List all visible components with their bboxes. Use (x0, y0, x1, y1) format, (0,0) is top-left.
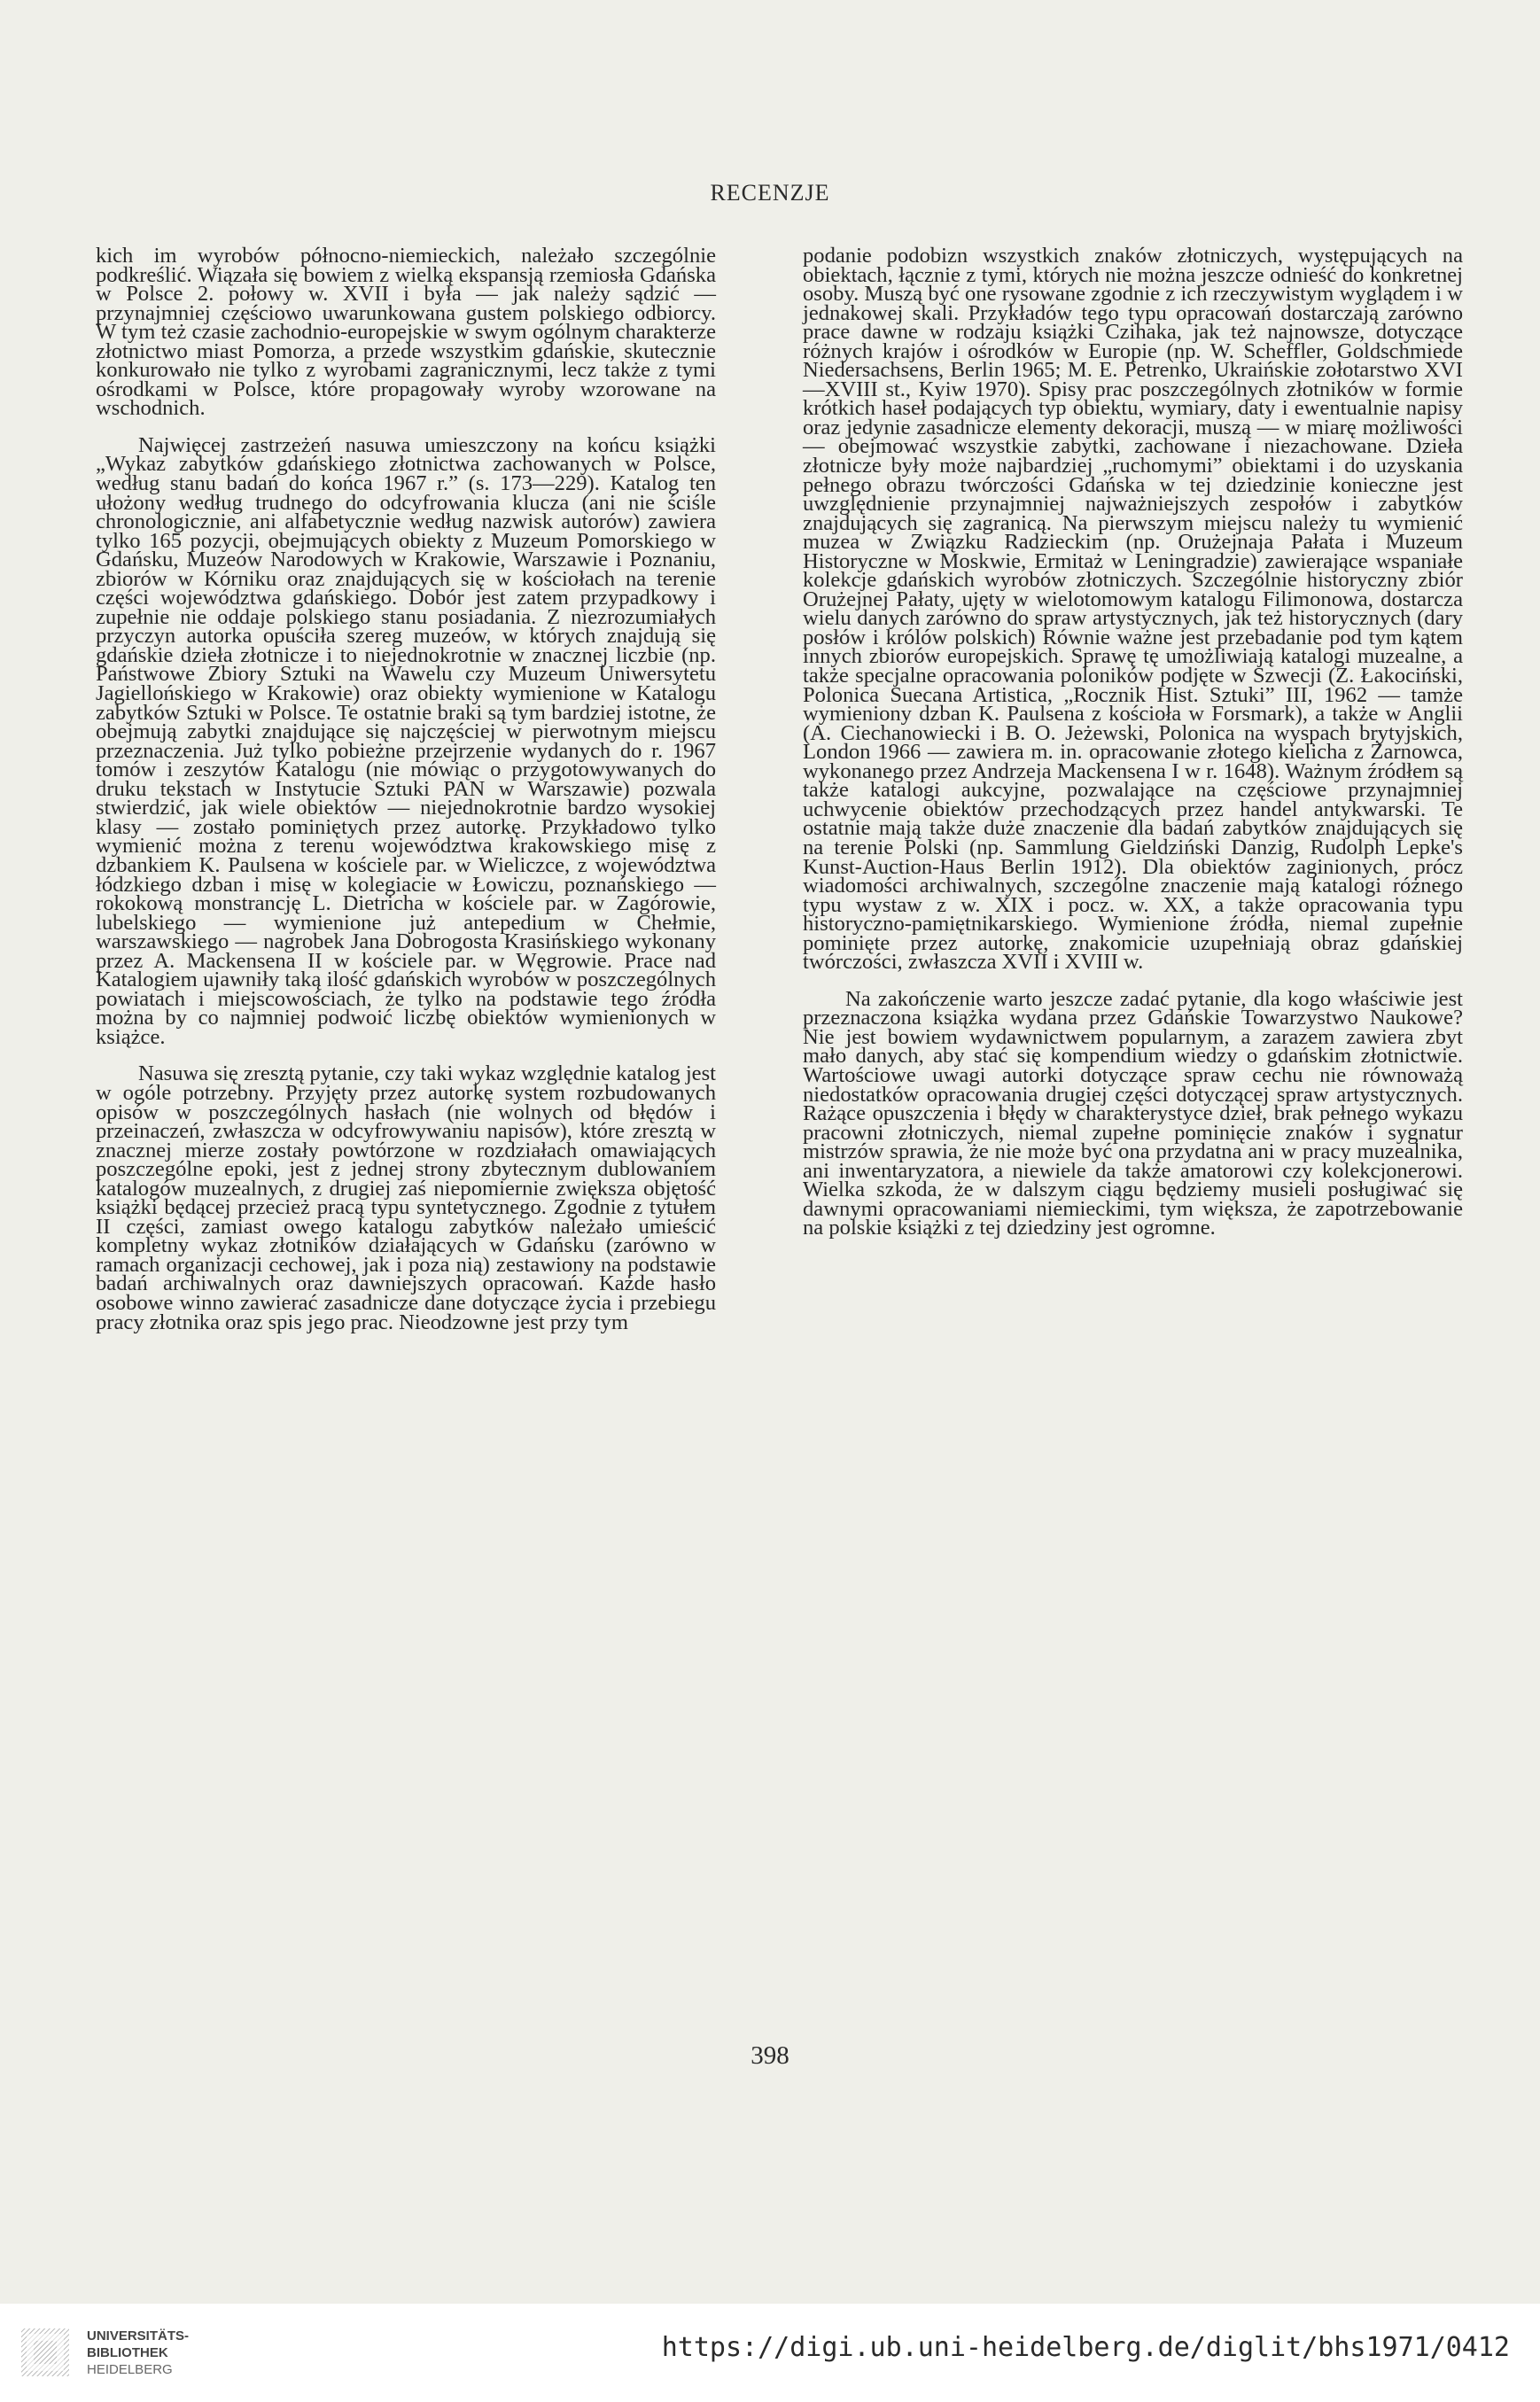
logo-line-1: UNIVERSITÄTS- (87, 2328, 190, 2344)
right-column (803, 246, 1463, 1238)
digitization-footer (0, 2304, 1540, 2402)
university-seal-icon (18, 2325, 73, 2380)
left-column (96, 246, 716, 1332)
logo-line-3: HEIDELBERG (87, 2362, 173, 2377)
left-paragraph-1: kich im wyrobów północno-niemieckich, należało szczególnie podkreślić. Wiązała się bowiem z wielką ekspansją rzemiosła Gdańska w Polsce 2. połowy w. XVII i była — jak należy sądzić — przynajmniej częściowo uwarunkowana gustem polskiego odbiorcy. W tym też czasie zachodnio-europejskie w swym ogólnym charakterze złotnictwo miast Pomorza, a przede wszystkim gdańskie, skutecznie konkurowało nie tylko z wyrobami zagranicznymi, lecz także z tymi ośrodkami w Polsce, które propagowały wyroby wzorowane na wschodnich. (96, 244, 716, 421)
source-url-link[interactable]: https://digi.ub.uni-heidelberg.de/diglit/bhs1971/0412 (661, 2332, 1510, 2363)
right-paragraph-1: podanie podobizn wszystkich znaków złotniczych, występujących na obiektach, łącznie z tymi, których nie można jeszcze odnieść do konkretnej osoby. Muszą być one rysowane zgodnie z ich rzeczywistym wyglądem i w jednakowej skali. Przykładów tego typu opracowań dostarczają zarówno prace dawne w rodzaju książki Czihaka, jak też najnowsze, dotyczące różnych krajów i ośrodków w Europie (np. W. Scheffler, Goldschmiede Niedersachsens, Berlin 1965; M. E. Petrenko, Ukraińskie zołotarstwo XVI—XVIII st., Kyiw 1970). Spisy prac poszczególnych złotników w formie krótkich haseł podających typ obiektu, wymiary, daty i ewentualnie napisy oraz jedynie zasadnicze elementy dekoracji, muszą — w miarę możliwości — obejmować wszystkie zabytki, zachowane i niezachowane. Dzieła złotnicze były może najbardziej „ruchomymi” obiektami i do uzyskania pełnego obrazu twórczości Gdańska w tej dziedzinie konieczne jest uwzględnienie przynajmniej najważniejszych zespołów i zabytków znajdujących się zagranicą. Na pierwszym miejscu należy tu wymienić muzea w Związku Radzieckim (np. Orużejnaja Pałata i Muzeum Historyczne w Moskwie, Ermitaż w Leningradzie) zawierające wspaniałe kolekcje gdańskich wyrobów złotniczych. Szczególnie historyczny zbiór Orużejnej Pałaty, ujęty w wielotomowym katalogu Filimonowa, dostarcza wielu danych zarówno do spraw artystycznych, jak też historycznych (dary posłów i królów polskich) Równie ważne jest przebadanie pod tym kątem innych zbiorów europejskich. Sprawę tę umożliwiają katalogi muzealne, a także specjalne opracowania poloników podjęte w Szwecji (Z. Łakociński, Polonica Suecana Artistica, „Rocznik Hist. Sztuki” III, 1962 — tamże wymieniony dzban K. Paulsena z kościoła w Forsmark), a także w Anglii (A. Ciechanowiecki i B. O. Jeżewski, Polonica na wyspach brytyjskich, London 1966 — zawiera m. in. opracowanie złotego kielicha z Żarnowca, wykonanego przez Andrzeja Mackensena I w r. 1648). Ważnym źródłem są także katalogi aukcyjne, pozwalające na częściowe przynajmniej uchwycenie obiektów przechodzących przez handel antykwarski. Te ostatnie mają także duże znaczenie dla badań zabytków znajdujących się na terenie Polski (np. Sammlung Gieldziński Danzig, Rudolph Lepke's Kunst-Auction-Haus Berlin 1912). Dla obiektów zaginionych, prócz wiadomości archiwalnych, szczególne znaczenie mają katalogi różnego typu wystaw z w. XIX i pocz. w. XX, a także opracowania typu historyczno-pamiętnikarskiego. Wymienione źródła, niemal zupełnie pominięte przez autorkę, znakomicie uzupełniają obraz gdańskiej twórczości, zwłaszcza XVII i XVIII w. (803, 244, 1463, 975)
logo-line-2: BIBLIOTHEK (87, 2345, 168, 2360)
left-paragraph-3: Nasuwa się zresztą pytanie, czy taki wykaz względnie katalog jest w ogóle potrzebny. Przyjęty przez autorkę system rozbudowanych opisów w poszczególnych hasłach (nie wolnych od błędów i przeinaczeń, zwłaszcza w odcyfrowywaniu napisów), które zresztą w znacznej mierze zostały powtórzone w rozdziałach omawiających poszczególne epoki, jest z jednej strony zbytecznym dublowaniem katalogów muzealnych, z drugiej zaś niepomiernie zwiększa objętość książki będącej przecież pracą typu syntetycznego. Zgodnie z tytułem II części, zamiast owego katalogu zabytków należało umieścić kompletny wykaz złotników działających w Gdańsku (zarówno w ramach organizacji cechowej, jak i poza nią) zestawiony na podstawie badań archiwalnych oraz dawniejszych opracowań. Każde hasło osobowe winno zawierać zasadnicze dane dotyczące życia i przebiegu pracy złotnika oraz spis jego prac. Nieodzowne jest przy tym (96, 1061, 716, 1334)
page-number: 398 (751, 2041, 789, 2070)
right-paragraph-2: Na zakończenie warto jeszcze zadać pytanie, dla kogo właściwie jest przeznaczona książka wydana przez Gdańskie Towarzystwo Naukowe? Nie jest bowiem wydawnictwem popularnym, a zarazem zawiera zbyt mało danych, aby stać się kompendium wiedzy o gdańskim złotnictwie. Wartościowe uwagi autorki dotyczące spraw cechu nie równoważą niedostatków opracowania drugiej części dotyczącej spraw artystycznych. Rażące opuszczenia i błędy w charakterystyce dzieł, brak pełnego wykazu pracowni złotniczych, niemal zupełne pominięcie znaków i sygnatur mistrzów sprawia, że nie może być ona przydatna ani w pracy muzealnika, ani inwentaryzatora, a niewiele da także amatorowi czy kolekcjonerowi. Wielka szkoda, że w dalszym ciągu będziemy musieli posługiwać się dawnymi opracowaniami niemieckimi, tym większa, że zapotrzebowanie na polskie książki z tej dziedziny jest ogromne. (803, 986, 1463, 1240)
left-paragraph-2: Najwięcej zastrzeżeń nasuwa umieszczony na końcu książki „Wykaz zabytków gdańskiego złotnictwa zachowanych w Polsce, według stanu badań do końca 1967 r.” (s. 173—229). Katalog ten ułożony według trudnego do odcyfrowania klucza (ani nie ściśle chronologicznie, ani alfabetycznie według nazwisk autorów) zawiera tylko 165 pozycji, obejmujących obiekty z Muzeum Pomorskiego w Gdańsku, Muzeów Narodowych w Krakowie, Warszawie i Poznaniu, zbiorów w Kórniku oraz znajdujących się w kościołach na terenie części województwa gdańskiego. Dobór jest zatem przypadkowy i zupełnie nie oddaje polskiego stanu posiadania. Z niezrozumiałych przyczyn autorka opuściła szereg muzeów, w których znajdują się gdańskie dzieła złotnicze i to niejednokrotnie w znacznej liczbie (np. Państwowe Zbiory Sztuki na Wawelu czy Muzeum Uniwersytetu Jagiellońskiego w Krakowie) oraz obiekty wymienione w Katalogu zabytków Sztuki w Polsce. Te ostatnie braki są tym bardziej istotne, że obejmują zabytki znajdujące się najczęściej w pierwotnym miejscu przeznaczenia. Już tylko pobieżne przejrzenie wydanych do r. 1967 tomów i zeszytów Katalogu (nie mówiąc o przygotowywanych do druku tekstach w Instytucie Sztuki PAN w Warszawie) pozwala stwierdzić, jak wiele obiektów — niejednokrotnie bardzo wysokiej klasy — zostało pominiętych przez autorkę. Przykładowo tylko wymienić można z terenu województwa krakowskiego misę z dzbankiem K. Paulsena w kościele par. w Wieliczce, z województwa łódzkiego dzban i misę w kolegiacie w Łowiczu, poznańskiego — rokokową monstrancję L. Dietricha w kościele par. w Zagórowie, lubelskiego — wymienione już antepedium w Chełmie, warszawskiego — nagrobek Jana Dobrogosta Krasińskiego wykonany przez A. Mackensena II w kościele par. w Węgrowie. Prace nad Katalogiem ujawniły taką ilość gdańskich wyrobów w poszczególnych powiatach i miejscowościach, że tylko na podstawie tego źródła można by co najmniej podwoić liczbę obiektów wymienionych w książce. (96, 432, 716, 1049)
library-logo-text (87, 2328, 189, 2378)
running-header: RECENZJE (710, 180, 830, 206)
